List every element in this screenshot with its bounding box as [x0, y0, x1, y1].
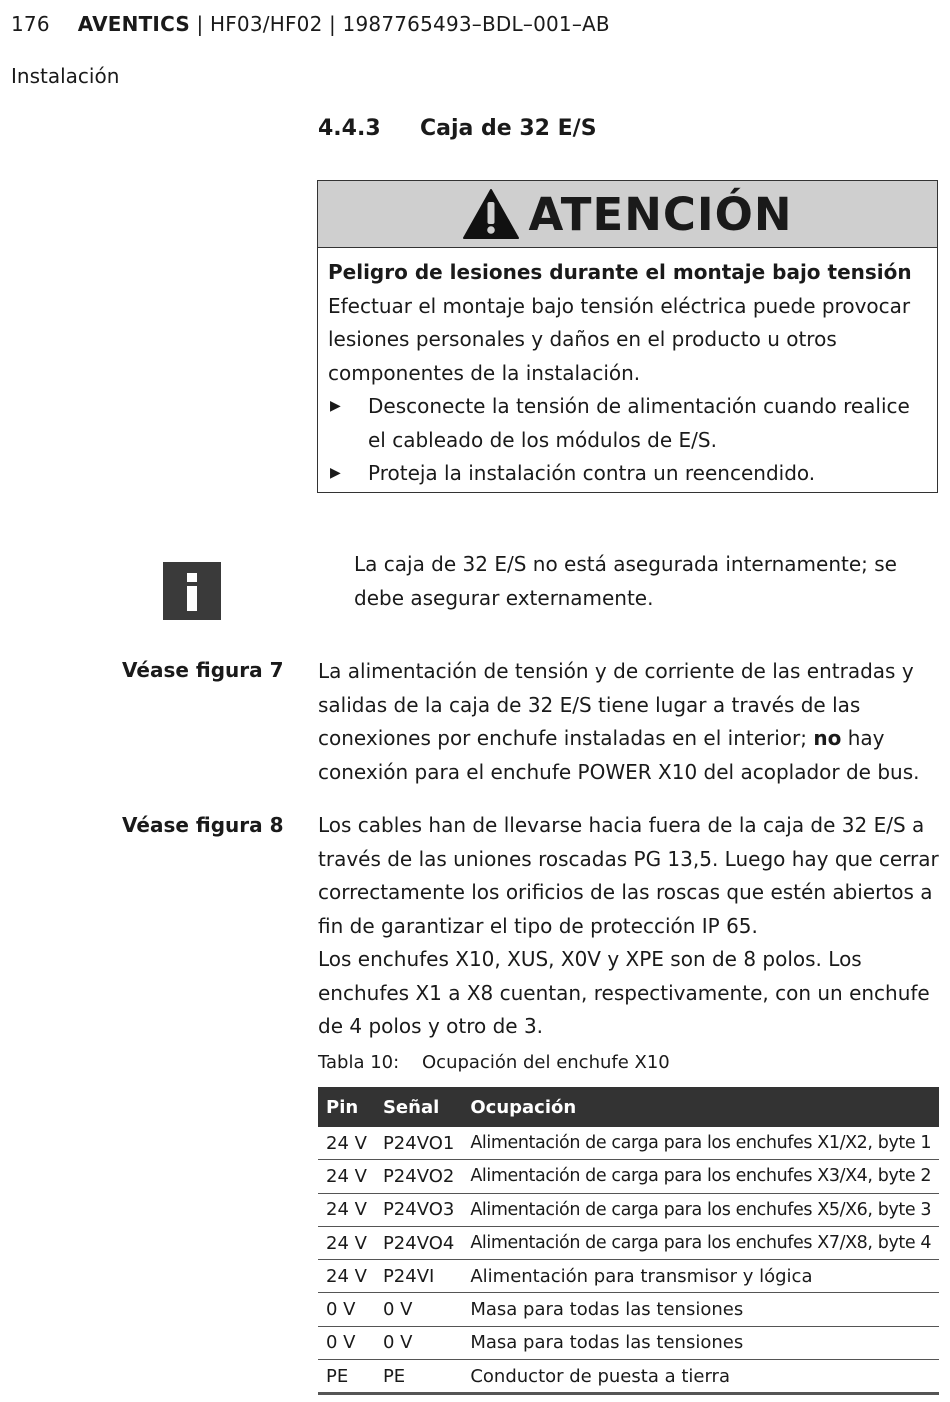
table-cell: 24 V [318, 1260, 375, 1293]
table-cell: Alimentación de carga para los enchufes X1/X2, byte 1 [462, 1127, 939, 1160]
warning-header [318, 181, 937, 248]
info-note: La caja de 32 E/S no está asegurada internamente; se debe asegurar externamente. [354, 552, 897, 610]
warning-lead: Peligro de lesiones durante el montaje bajo tensión [328, 260, 912, 284]
bullet-triangle-icon: ▶ [330, 398, 341, 414]
table-caption [318, 1052, 670, 1073]
paragraph-text: La alimentación de tensión y de corriente de las entradas y salidas de la caja de 32 E/S tiene lugar a través de las conexiones por enchufe instaladas en el interior; [318, 659, 914, 750]
caption-label: Tabla 10: [318, 1052, 400, 1073]
table-cell: 0 V [375, 1326, 462, 1359]
paragraph [318, 655, 943, 789]
table-cell: 0 V [318, 1326, 375, 1359]
warning-text: Efectuar el montaje bajo tensión eléctrica puede provocar lesiones personales y daños en el producto u otros componentes de la instalación. [328, 293, 911, 385]
table-cell: 24 V [318, 1193, 375, 1226]
warning-bullet [328, 390, 927, 457]
paragraph-text: Los enchufes X10, XUS, X0V y XPE son de 8 polos. Los enchufes X1 a X8 cuentan, respectivamente, con un enchufe de 4 polos y otro de 3. [318, 947, 930, 1038]
table-cell: Alimentación de carga para los enchufes X7/X8, byte 4 [462, 1226, 939, 1259]
paragraph-text: hay conexión para el enchufe POWER X10 del acoplador de bus. [318, 726, 920, 784]
figure-reference: Véase figura 8 [122, 813, 284, 837]
table-cell: PE [318, 1360, 375, 1394]
pin-assignment-table [318, 1087, 939, 1395]
table-cell: PE [375, 1360, 462, 1394]
table-cell: 24 V [318, 1226, 375, 1259]
table-cell: P24VO3 [375, 1193, 462, 1226]
warning-bullet-text: Proteja la instalación contra un reencendido. [368, 461, 816, 485]
table-cell: Alimentación de carga para los enchufes X3/X4, byte 2 [462, 1160, 939, 1193]
table-cell: P24VO2 [375, 1160, 462, 1193]
table-cell: Masa para todas las tensiones [462, 1326, 939, 1359]
warning-bullet [328, 457, 927, 491]
bullet-triangle-icon: ▶ [330, 465, 341, 481]
table-row [318, 1127, 939, 1160]
table-cell: P24VO4 [375, 1226, 462, 1259]
paragraph-text: Los cables han de llevarse hacia fuera de la caja de 32 E/S a través de las uniones roscadas PG 13,5. Luego hay que cerrar correctamente los orificios de las roscas que estén abiertos a fin de garantizar el tipo de protección IP 65. [318, 813, 939, 938]
running-header [11, 12, 610, 36]
warning-body [318, 248, 937, 491]
heading-number: 4.4.3 [318, 116, 381, 141]
table-cell: 0 V [318, 1293, 375, 1326]
table-cell: Alimentación de carga para los enchufes X5/X6, byte 3 [462, 1193, 939, 1226]
table-cell: Alimentación para transmisor y lógica [462, 1260, 939, 1293]
table-row [318, 1260, 939, 1293]
column-header: Ocupación [462, 1087, 939, 1127]
table-row [318, 1293, 939, 1326]
paragraph [318, 809, 943, 1044]
table-cell: P24VI [375, 1260, 462, 1293]
table-cell: 0 V [375, 1293, 462, 1326]
warning-bullet-text: Desconecte la tensión de alimentación cuando realice el cableado de los módulos de E/S. [368, 394, 910, 452]
table-cell: 24 V [318, 1127, 375, 1160]
table-cell: Conductor de puesta a tierra [462, 1360, 939, 1394]
document-reference: | HF03/HF02 | 1987765493–BDL–001–AB [196, 12, 610, 36]
emphasis: no [813, 726, 842, 750]
table-row [318, 1360, 939, 1394]
column-header: Señal [375, 1087, 462, 1127]
table-row [318, 1326, 939, 1359]
column-header: Pin [318, 1087, 375, 1127]
page-number: 176 [11, 12, 50, 36]
heading-title: Caja de 32 E/S [420, 116, 597, 141]
table-row [318, 1160, 939, 1193]
warning-title: ATENCIÓN [528, 187, 793, 241]
table-cell: 24 V [318, 1160, 375, 1193]
warning-box [317, 180, 938, 493]
table-row [318, 1226, 939, 1259]
table-cell: Masa para todas las tensiones [462, 1293, 939, 1326]
brand-name: AVENTICS [77, 12, 190, 36]
table-header-row [318, 1087, 939, 1127]
table-cell: P24VO1 [375, 1127, 462, 1160]
figure-reference: Véase figura 7 [122, 658, 284, 682]
info-icon [163, 562, 221, 620]
warning-triangle-icon [462, 188, 520, 240]
section-label: Instalación [11, 64, 120, 88]
caption-title: Ocupación del enchufe X10 [422, 1052, 670, 1073]
section-heading [318, 116, 597, 141]
table-row [318, 1193, 939, 1226]
